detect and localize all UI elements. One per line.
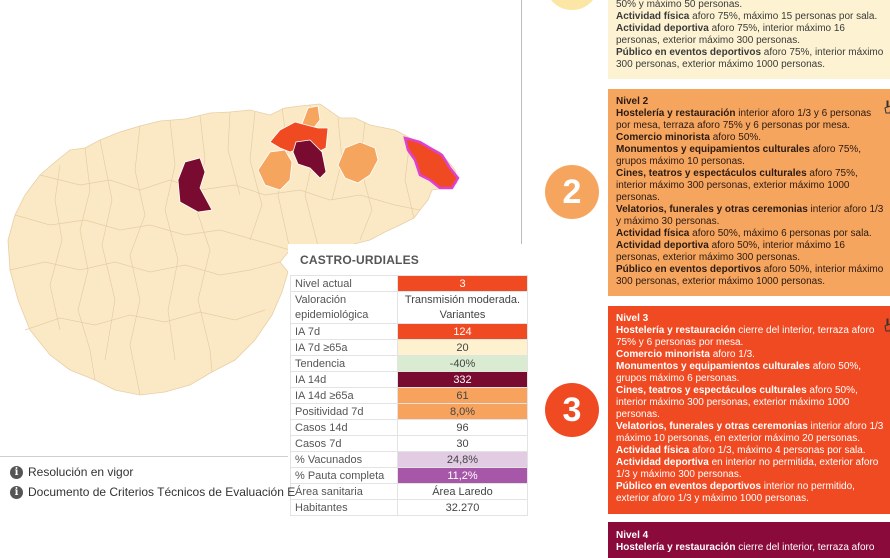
popup-row-label: Casos 7d xyxy=(291,436,398,452)
restriction-detail: aforo 75%, interior máximo 16 personas, exterior máximo 300 personas. xyxy=(616,23,845,46)
restriction-item xyxy=(616,168,884,204)
level3-name: Nivel 3 xyxy=(616,313,649,324)
restriction-detail: interior aforo 1/3 y 6 personas por mesa, terraza aforo 75% y 6 personas por mesa. xyxy=(616,108,872,131)
level2-items xyxy=(616,108,890,288)
popup-row xyxy=(291,372,528,388)
restriction-category: Monumentos y equipamientos culturales xyxy=(616,361,810,372)
restriction-item xyxy=(616,542,884,554)
restriction-item xyxy=(616,385,884,421)
level3-items xyxy=(616,325,890,505)
restriction-item xyxy=(616,325,884,349)
popup-row-label: IA 7d ≥65a xyxy=(291,340,398,356)
restriction-detail: interior no permitido, exterior aforo 1/3 y máximo 1000 personas. xyxy=(616,481,855,504)
info-icon: i xyxy=(10,466,23,479)
popup-row xyxy=(291,404,528,420)
popup-row-label: % Pauta completa xyxy=(291,468,398,484)
restriction-category: Público en eventos deportivos xyxy=(616,481,762,492)
popup-row-value: 20 xyxy=(398,340,528,356)
level2-name: Nivel 2 xyxy=(616,96,649,107)
restriction-item xyxy=(616,47,884,71)
popup-row-label: Positividad 7d xyxy=(291,404,398,420)
hand-icon xyxy=(884,318,890,332)
restriction-detail: interior aforo 1/3 y máximo 30 personas. xyxy=(616,204,884,227)
popup-row xyxy=(291,388,528,404)
popup-row-value: Transmisión moderada. Variantes xyxy=(398,292,528,324)
level1-circle xyxy=(545,0,599,10)
popup-row-value: 24,8% xyxy=(398,452,528,468)
restriction-detail: aforo 75%, máximo 15 personas por sala. xyxy=(689,11,878,22)
info-icon: i xyxy=(10,486,23,499)
restriction-item xyxy=(616,421,884,445)
popup-row-label: IA 14d ≥65a xyxy=(291,388,398,404)
popup-row-value: 32.270 xyxy=(398,500,528,516)
level4-name: Nivel 4 xyxy=(616,530,649,541)
popup-row-label: Casos 14d xyxy=(291,420,398,436)
popup-row-value: 8,0% xyxy=(398,404,528,420)
divider-vertical xyxy=(521,0,522,280)
popup-row-label: Área sanitaria xyxy=(291,484,398,500)
restriction-item xyxy=(616,349,884,361)
restriction-category: Cines, teatros y espectáculos culturales xyxy=(616,385,807,396)
popup-row-label: % Vacunados xyxy=(291,452,398,468)
restriction-category: Actividad física xyxy=(616,445,690,456)
restriction-detail: aforo 50%. xyxy=(709,132,762,143)
popup-row-label: Habitantes xyxy=(291,500,398,516)
hand-icon xyxy=(884,100,890,114)
popup-title: CASTRO-URDIALES xyxy=(300,253,419,267)
restriction-category: Actividad deportiva xyxy=(616,240,709,251)
level1-box xyxy=(608,0,890,79)
restriction-category: Actividad deportiva xyxy=(616,457,709,468)
restriction-item xyxy=(616,204,884,228)
resolution-link-label[interactable]: Resolución en vigor xyxy=(28,465,134,479)
popup-row-value: 332 xyxy=(398,372,528,388)
restriction-category: Hostelería y restauración xyxy=(616,542,736,553)
restriction-item xyxy=(616,23,884,47)
restriction-item xyxy=(616,132,884,144)
municipality-popup xyxy=(288,244,528,516)
restriction-item xyxy=(616,240,884,264)
restriction-category: Hostelería y restauración xyxy=(616,325,736,336)
restriction-item xyxy=(616,144,884,168)
restriction-category: Comercio minorista xyxy=(616,132,710,143)
restriction-detail: aforo 50%, grupos máximo 6 personas. xyxy=(616,361,862,384)
restriction-detail: aforo 1/3. xyxy=(709,349,755,360)
restriction-item xyxy=(616,228,884,240)
restriction-detail: cierre del interior, terraza aforo 75% y 6 personas por mesa. xyxy=(616,325,875,348)
restriction-detail: en interior no permitida, exterior aforo 1/3 y máximo 300 personas. xyxy=(616,457,879,480)
restriction-category: Público en eventos deportivos xyxy=(616,47,762,58)
popup-row xyxy=(291,356,528,372)
popup-row xyxy=(291,324,528,340)
level2-circle: 2 xyxy=(545,165,599,219)
popup-row-value: 30 xyxy=(398,436,528,452)
restriction-detail: aforo 75%, interior máximo 300 personas, exterior máximo 1000 personas. xyxy=(616,47,884,70)
popup-row-label: IA 14d xyxy=(291,372,398,388)
popup-row-value: 11,2% xyxy=(398,468,528,484)
popup-row xyxy=(291,484,528,500)
level2-box xyxy=(608,89,890,296)
restriction-category: Hostelería y restauración xyxy=(616,108,736,119)
restriction-category: Monumentos y equipamientos culturales xyxy=(616,144,810,155)
resolution-link[interactable] xyxy=(10,465,133,479)
popup-row-value: Área Laredo xyxy=(398,484,528,500)
restriction-item xyxy=(616,457,884,481)
restriction-item xyxy=(616,0,884,11)
popup-row xyxy=(291,292,528,324)
restriction-detail: aforo 50%, interior máximo 300 personas, exterior máximo 1000 personas. xyxy=(616,385,858,420)
restriction-category: Comercio minorista xyxy=(616,349,710,360)
popup-row xyxy=(291,340,528,356)
popup-row-value: -40% xyxy=(398,356,528,372)
popup-row-value: 124 xyxy=(398,324,528,340)
restriction-item xyxy=(616,11,884,23)
level4-items xyxy=(616,542,890,554)
restriction-category: Actividad física xyxy=(616,11,690,22)
criteria-document-link[interactable] xyxy=(10,485,295,499)
restriction-item xyxy=(616,445,884,457)
restriction-item xyxy=(616,481,884,505)
popup-row-label: Tendencia xyxy=(291,356,398,372)
criteria-document-link-label[interactable]: Documento de Criterios Técnicos de Evaluación E xyxy=(28,485,296,499)
restriction-detail: 50% y máximo 50 personas. xyxy=(616,0,743,10)
popup-row xyxy=(291,436,528,452)
restriction-category: Velatorios, funerales y otras ceremonias xyxy=(616,421,808,432)
popup-row xyxy=(291,468,528,484)
popup-row-value: 96 xyxy=(398,420,528,436)
popup-row-label: Valoración epidemiológica xyxy=(291,292,398,324)
restriction-category: Actividad física xyxy=(616,228,690,239)
level1-items xyxy=(616,0,884,71)
restriction-item xyxy=(616,108,884,132)
level4-box xyxy=(608,522,890,558)
popup-row-value: 3 xyxy=(398,276,528,292)
restriction-category: Actividad deportiva xyxy=(616,23,709,34)
popup-row xyxy=(291,452,528,468)
popup-row-label: Nivel actual xyxy=(291,276,398,292)
restriction-detail: aforo 50%, interior máximo 300 personas, exterior máximo 1000 personas. xyxy=(616,264,884,287)
restriction-detail: aforo 1/3, máximo 4 personas por sala. xyxy=(689,445,866,456)
restriction-detail: aforo 75%, grupos máximo 10 personas. xyxy=(616,144,862,167)
popup-table xyxy=(290,275,528,516)
popup-row xyxy=(291,420,528,436)
popup-row-value: 61 xyxy=(398,388,528,404)
restriction-detail: aforo 50%, máximo 6 personas por sala. xyxy=(689,228,872,239)
restriction-item xyxy=(616,361,884,385)
popup-row xyxy=(291,276,528,292)
popup-row xyxy=(291,500,528,516)
restriction-category: Público en eventos deportivos xyxy=(616,264,762,275)
restriction-detail: cierre del interior, terraza aforo xyxy=(735,542,875,553)
restriction-detail: aforo 50%, interior máximo 16 personas, exterior máximo 300 personas. xyxy=(616,240,845,263)
popup-row-label: IA 7d xyxy=(291,324,398,340)
restriction-item xyxy=(616,264,884,288)
restriction-category: Velatorios, funerales y otras ceremonias xyxy=(616,204,808,215)
level3-box xyxy=(608,306,890,514)
level3-circle: 3 xyxy=(545,383,599,437)
restriction-category: Cines, teatros y espectáculos culturales xyxy=(616,168,807,179)
restriction-detail: aforo 75%, interior máximo 300 personas, exterior máximo 1000 personas. xyxy=(616,168,858,203)
restriction-detail: interior aforo 1/3 máximo 10 personas, en exterior máximo 20 personas. xyxy=(616,421,884,444)
